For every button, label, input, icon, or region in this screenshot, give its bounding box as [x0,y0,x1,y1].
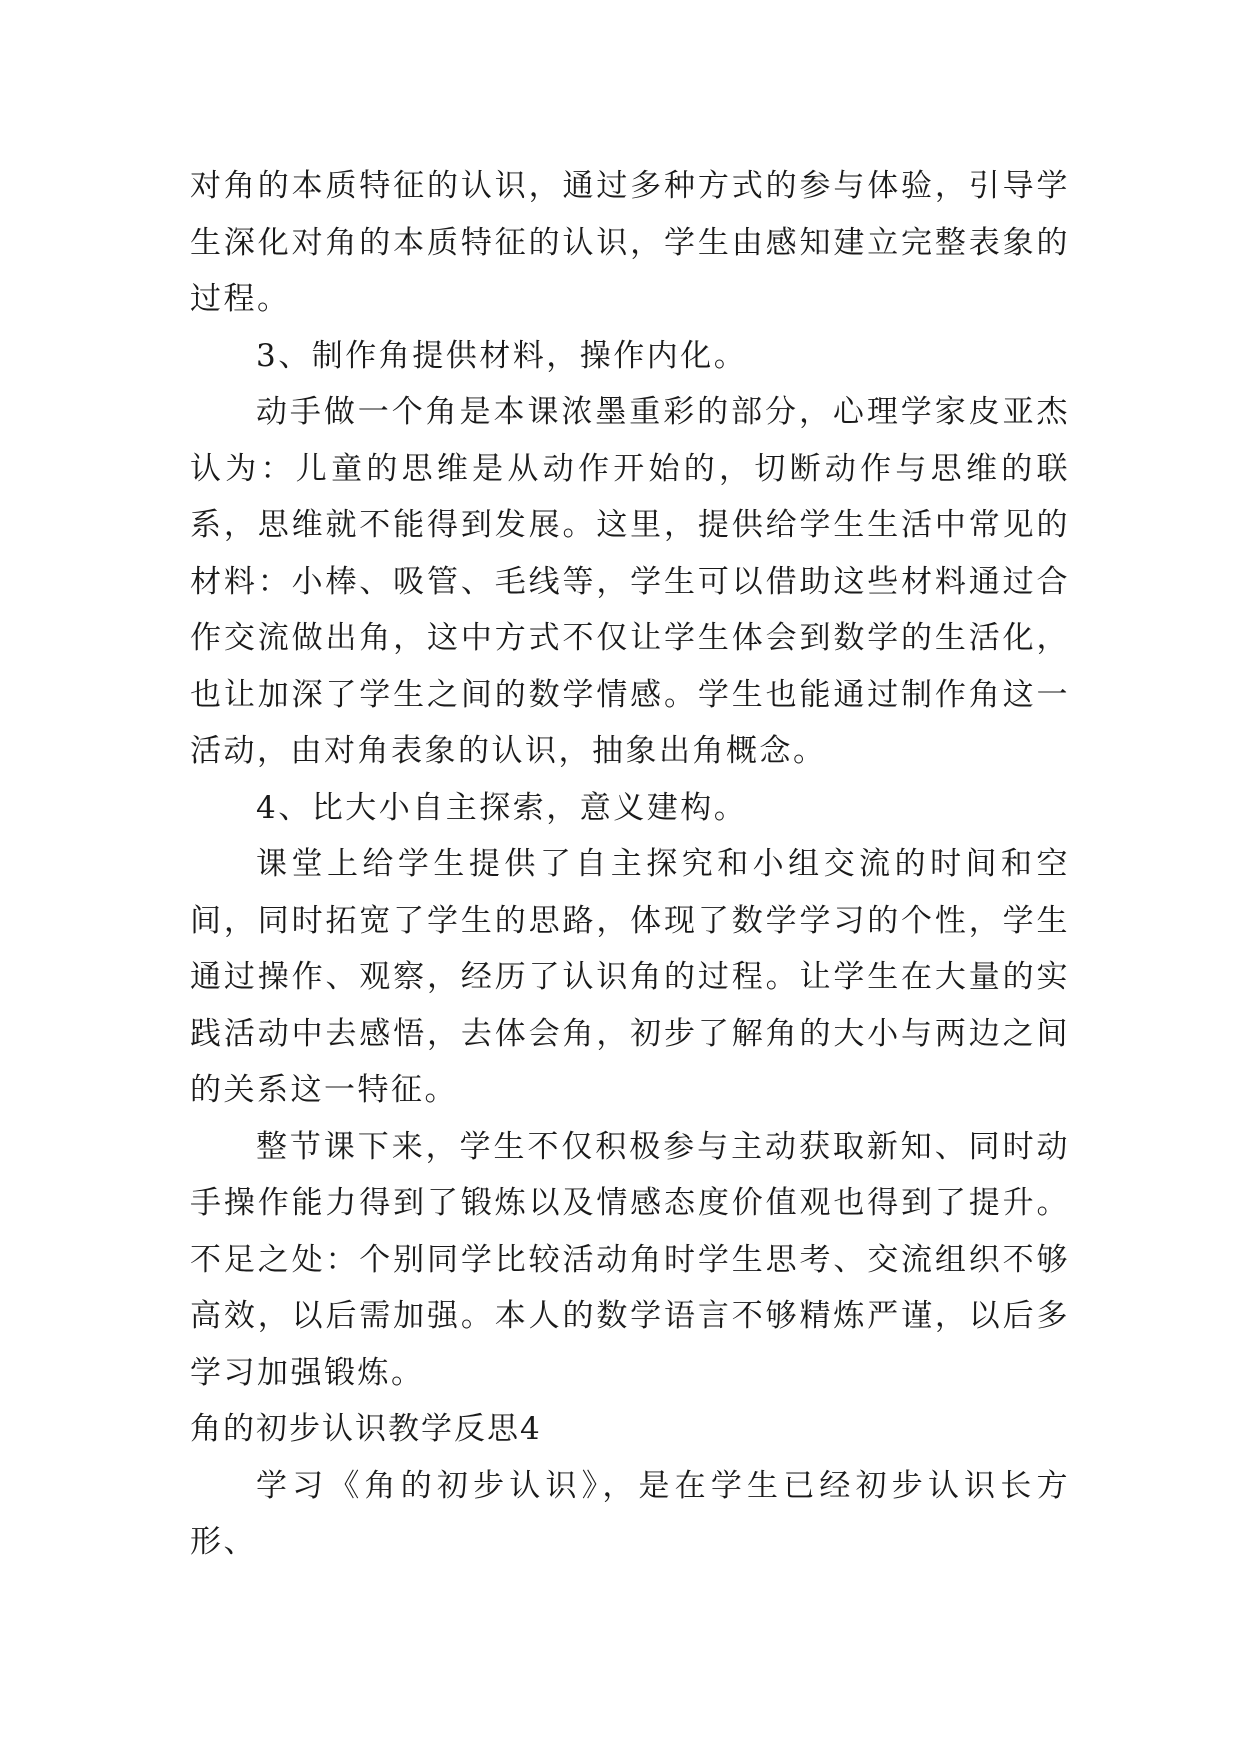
paragraph-make-angle: 动手做一个角是本课浓墨重彩的部分，心理学家皮亚杰认为：儿童的思维是从动作开始的，切断动作与思维的联系，思维就不能得到发展。这里，提供给学生生活中常见的材料：小棒、吸管、毛线等，学生可以借助这些材料通过合作交流做出角，这中方式不仅让学生体会到数学的生活化，也让加深了学生之间的数学情感。学生也能通过制作角这一活动，由对角表象的认识，抽象出角概念。 [190,394,1070,769]
paragraph-summary: 整节课下来，学生不仅积极参与主动获取新知、同时动手操作能力得到了锻炼以及情感态度价值观也得到了提升。不足之处：个别同学比较活动角时学生思考、交流组织不够高效，以后需加强。本人的数学语言不够精炼严谨，以后多学习加强锻炼。 [190,1128,1070,1391]
section-heading: 角的初步认识教学反思4 [190,1411,542,1447]
paragraph-continuation: 对角的本质特征的认识，通过多种方式的参与体验，引导学生深化对角的本质特征的认识，学生由感知建立完整表象的过程。 [190,168,1070,317]
paragraph-intro: 学习《角的初步认识》，是在学生已经初步认识长方形、 [190,1467,1070,1560]
section-item-3: 3、制作角提供材料，操作内化。 [256,337,748,374]
document-body [190,158,1070,1571]
paragraph-explore: 课堂上给学生提供了自主探究和小组交流的时间和空间，同时拓宽了学生的思路，体现了数学学习的个性，学生通过操作、观察，经历了认识角的过程。让学生在大量的实践活动中去感悟，去体会角，初步了解角的大小与两边之间的关系这一特征。 [190,846,1070,1108]
section-item-4: 4、比大小自主探索，意义建构。 [256,789,748,826]
